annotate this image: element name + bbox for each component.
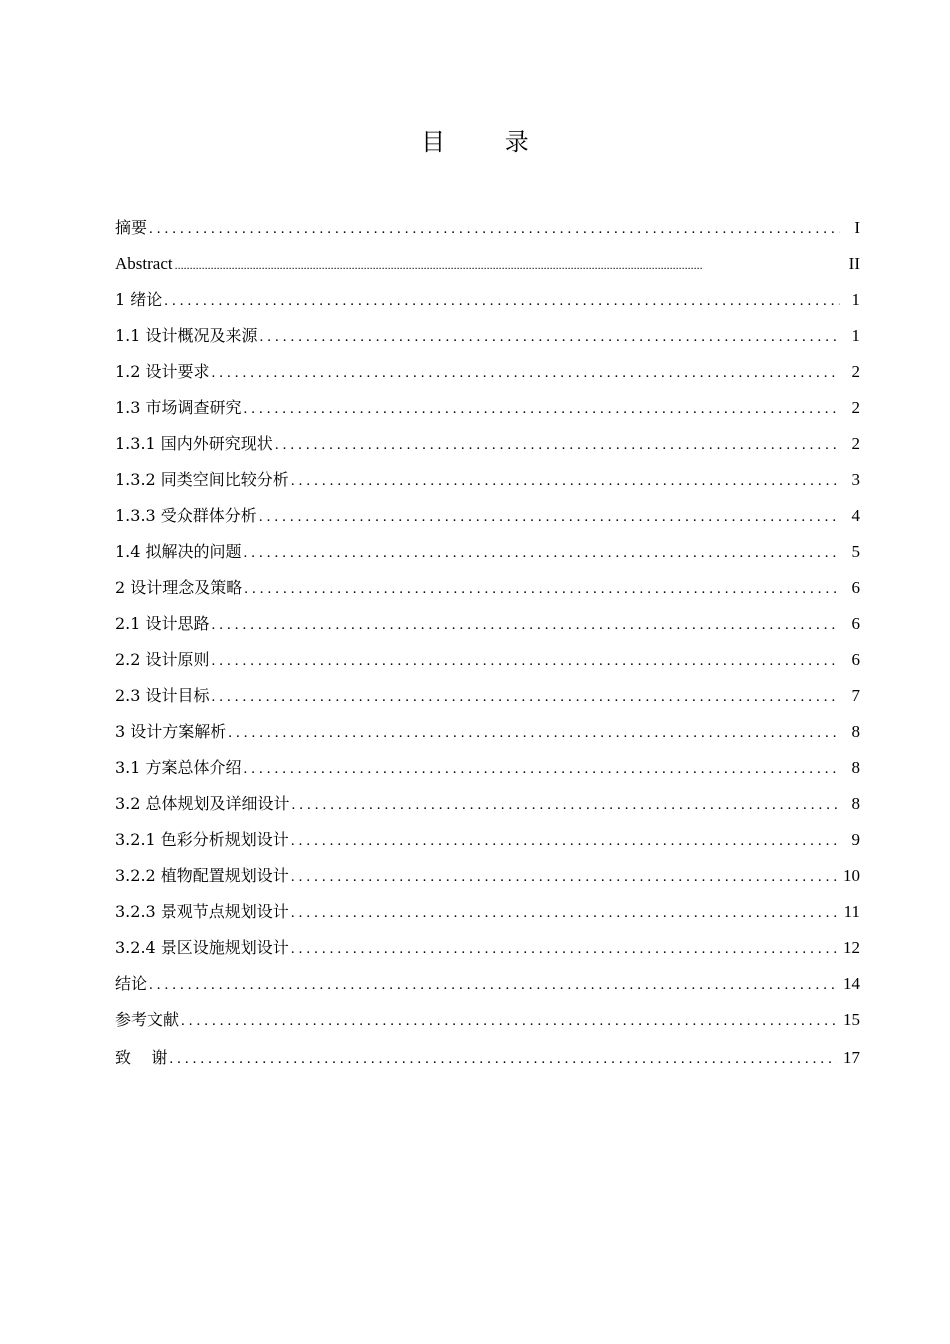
toc-entry-page: 7 xyxy=(851,686,860,705)
toc-entry[interactable] xyxy=(115,720,860,756)
toc-entry-page: 2 xyxy=(851,434,860,453)
toc-leader-dots xyxy=(212,685,840,709)
toc-leader-dots xyxy=(175,253,840,277)
toc-entry-label: 参考文献 xyxy=(115,1010,180,1029)
toc-entry-label: 2 设计理念及策略 xyxy=(115,578,243,597)
toc-entry[interactable] xyxy=(115,288,860,324)
toc-entry-label: 1.3 市场调查研究 xyxy=(115,398,242,417)
toc-entry-page: 1 xyxy=(851,326,860,345)
toc-entry-acknowledgements[interactable] xyxy=(115,1046,860,1082)
toc-entry-label: 1 绪论 xyxy=(115,290,163,309)
toc-entry-page: 8 xyxy=(851,722,860,741)
toc-entry-label: 3.1 方案总体介绍 xyxy=(115,758,242,777)
toc-entry-label: 1.3.2 同类空间比较分析 xyxy=(115,470,289,489)
toc-entry[interactable] xyxy=(115,864,860,900)
toc-entry-label: 3.2.3 景观节点规划设计 xyxy=(115,902,289,921)
toc-entry-label: Abstract xyxy=(115,254,173,273)
toc-leader-dots xyxy=(244,577,840,601)
toc-leader-dots xyxy=(244,541,840,565)
toc-entry-abstract-cn[interactable] xyxy=(115,216,860,252)
toc-entry-label: 2.2 设计原则 xyxy=(115,650,210,669)
toc-leader-dots xyxy=(259,505,840,529)
toc-entry-page: 2 xyxy=(851,362,860,381)
toc-entry-page: 6 xyxy=(851,578,860,597)
toc-entry-page: I xyxy=(854,218,860,237)
toc-leader-dots xyxy=(291,937,837,961)
toc-entry[interactable] xyxy=(115,756,860,792)
toc-leader-dots xyxy=(260,325,840,349)
toc-entry[interactable] xyxy=(115,360,860,396)
toc-entry-label: 3.2.2 植物配置规划设计 xyxy=(115,866,289,885)
toc-leader-dots xyxy=(291,901,838,925)
toc-entry[interactable] xyxy=(115,432,860,468)
toc-entry-label: 2.1 设计思路 xyxy=(115,614,210,633)
toc-entry-page: 1 xyxy=(851,290,860,309)
toc-entry-label: 3.2.1 色彩分析规划设计 xyxy=(115,830,289,849)
toc-entry-page: 9 xyxy=(851,830,860,849)
toc-entry-page: 4 xyxy=(851,506,860,525)
toc-entry-page: II xyxy=(848,254,860,273)
toc-entry-page: 2 xyxy=(851,398,860,417)
toc-entry-page: 10 xyxy=(843,866,860,885)
toc-entry-page: 8 xyxy=(851,794,860,813)
toc-entry[interactable] xyxy=(115,396,860,432)
toc-entry-label: 3.2.4 景区设施规划设计 xyxy=(115,938,289,957)
toc-entry-label: 1.3.1 国内外研究现状 xyxy=(115,434,273,453)
toc-entry-page: 14 xyxy=(843,974,860,993)
toc-entry[interactable] xyxy=(115,540,860,576)
toc-entry-label: 致 谢 xyxy=(115,1048,168,1067)
toc-leader-dots xyxy=(291,469,840,493)
toc-leader-dots xyxy=(292,793,840,817)
toc-leader-dots xyxy=(149,217,840,241)
toc-leader-dots xyxy=(164,289,840,313)
toc-entry[interactable] xyxy=(115,576,860,612)
toc-entry-page: 6 xyxy=(851,614,860,633)
toc-entry-page: 8 xyxy=(851,758,860,777)
toc-entry-page: 15 xyxy=(843,1010,860,1029)
toc-leader-dots xyxy=(181,1009,837,1033)
toc-leader-dots xyxy=(275,433,840,457)
toc-entry-label: 1.3.3 受众群体分析 xyxy=(115,506,257,525)
toc-leader-dots xyxy=(291,829,840,853)
toc-entry-page: 17 xyxy=(843,1048,860,1067)
toc-entry[interactable] xyxy=(115,504,860,540)
toc-entry-page: 6 xyxy=(851,650,860,669)
toc-entry[interactable] xyxy=(115,792,860,828)
toc-entry-references[interactable] xyxy=(115,1008,860,1046)
toc-entry-label: 1.4 拟解决的问题 xyxy=(115,542,242,561)
toc-leader-dots xyxy=(212,361,840,385)
toc-entry-page: 11 xyxy=(843,902,860,921)
toc-entry-label: 1.2 设计要求 xyxy=(115,362,210,381)
toc-entry[interactable] xyxy=(115,900,860,936)
toc-entry-label: 2.3 设计目标 xyxy=(115,686,210,705)
toc-entry[interactable] xyxy=(115,828,860,864)
toc-entry-label: 结论 xyxy=(115,974,148,993)
toc-entry[interactable] xyxy=(115,612,860,648)
toc-entry-conclusion[interactable] xyxy=(115,972,860,1008)
toc-entry-label: 3 设计方案解析 xyxy=(115,722,227,741)
toc-entry-label: 摘要 xyxy=(115,218,148,237)
toc-entry-page: 5 xyxy=(851,542,860,561)
page-title: 目 录 xyxy=(421,128,555,156)
toc-entry-label: 3.2 总体规划及详细设计 xyxy=(115,794,290,813)
toc-entry-page: 3 xyxy=(851,470,860,489)
toc-entry-abstract-en[interactable] xyxy=(115,252,860,288)
toc-leader-dots xyxy=(228,721,840,745)
table-of-contents xyxy=(115,216,860,1082)
toc-leader-dots xyxy=(212,613,840,637)
toc-entry[interactable] xyxy=(115,648,860,684)
toc-leader-dots xyxy=(149,973,837,997)
toc-leader-dots xyxy=(212,649,840,673)
toc-entry-page: 12 xyxy=(843,938,860,957)
toc-leader-dots xyxy=(244,757,840,781)
toc-entry[interactable] xyxy=(115,684,860,720)
toc-leader-dots xyxy=(169,1047,837,1071)
toc-leader-dots xyxy=(244,397,840,421)
toc-entry[interactable] xyxy=(115,936,860,972)
toc-entry[interactable] xyxy=(115,468,860,504)
toc-entry-label: 1.1 设计概况及来源 xyxy=(115,326,258,345)
toc-entry[interactable] xyxy=(115,324,860,360)
toc-leader-dots xyxy=(291,865,837,889)
